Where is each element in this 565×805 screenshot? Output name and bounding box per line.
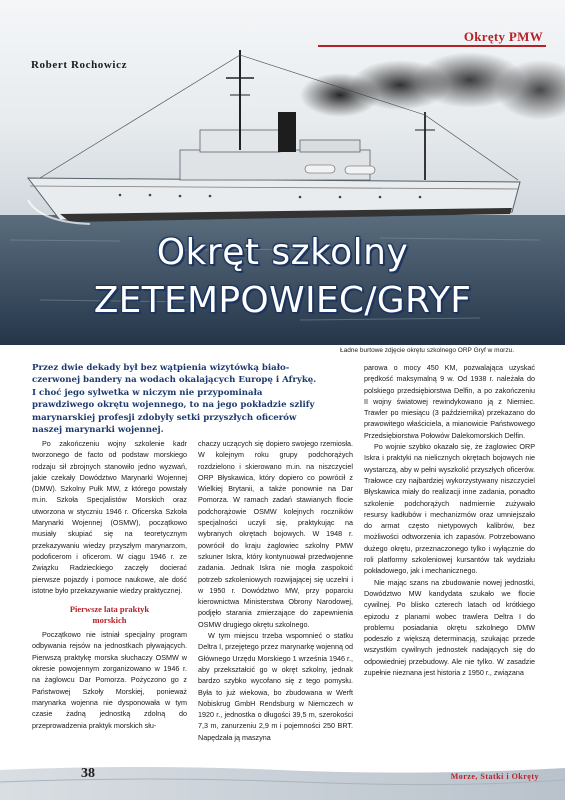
section-rule — [318, 45, 546, 47]
lead-paragraph: Przez dwie dekady był bez wątpienia wizytówką biało-czerwonej bandery na wodach okalających Europę i Afrykę. I choć jego sylwetka w niczym nie przypominała prawdziwego okrętu wojennego, to na jego pokładzie szlify marynarskiej profesji zdobyły setki przyszłych oficerów naszej marynarki wojennej. — [32, 363, 317, 436]
page-number: 38 — [81, 766, 95, 781]
body-paragraph: Nie mając szans na zbudowanie nowej jednostki, Dowództwo MW kandydata szukało we flocie cywilnej. Po blisko czterech latach od krótkiego epizodu z planami wobec trawlera Deltra I do problemu posiadania okrętu szkolnego DMW podeszło z większą determinacją, szukając przede wszystkim cywilnych jednostek nadających się do odpowiedniej przebudowy. Ale nie tylko. W zasadzie zupełnie nieznana jest historia z 1950 r., związana — [364, 577, 535, 678]
author-name: Robert Rochowicz — [31, 59, 128, 71]
magazine-name: Morze, Statki i Okręty — [450, 772, 539, 781]
text-column-2 — [198, 438, 353, 743]
body-paragraph: chaczy uczących się dopiero swojego rzemiosła. W kolejnym roku grupy podchorążych rozdzielono i skierowano m.in. na niszczyciel ORP Błyskawica, który dopiero co powrócił z Wielkiej Brytanii, a także ponownie na Dar Pomorza. W ramach zadań stawianych flocie podchorążowie OSMW kolejnych roczników specjalności uczyli się, praktykując na wybranych okrętach bojowych. W 1948 r. powrócił do kraju żaglowiec szkolny PMW szkuner Iskra, który kontynuował przedwojenne zadania. Jednak Iskra nie mogła zaspokoić potrzeb szkoleniowych rozwijającej się uczelni i w 1950 r. Dowództwo MW, przy poparciu kierownictwa Ministerstwa Obrony Narodowej, podjęło starania zmierzające do zapewnienia OSMW drugiego okrętu szkolnego. — [198, 439, 353, 629]
body-paragraph: Po zakończeniu wojny szkolenie kadr tworzonego de facto od podstaw morskiego rodzaju sił zbrojnych stanowiło jedno wyzwań, jakie czekały Dowództwo Marynarki Wojennej (DMW). Szkolny Pułk MW, z którego powstały m.in. Szkoła Specjalistów Morskich oraz utworzona w styczniu 1946 r. Oficerska Szkoła Marynarki Wojennej (OSMW), początkowo musiały skupiać się na teoretycznym przekazywaniu wiedzy przyszłym marynarzom, podoficerom i oficerom. W ciągu 1946 r. ze Związku Radzieckiego zaczęły docierać pierwsze pojazdy i pomoce naukowe, ale dość istotne było przekazywanie wiedzy praktycznej. — [32, 439, 187, 595]
article-title-line1: Okręt szkolny — [156, 232, 409, 273]
body-paragraph: Po wojnie szybko okazało się, że żaglowiec ORP Iskra i praktyki na nielicznych okrętach bojowych nie wystarczą, aby w pełni wyszkolić przyszłych oficerów. Trałowce czy najbardziej wykorzystywany niszczyciel Błyskawica miały do realizacji inne zadania, ponadto szkolenie podchorążych nadmiernie zużywało resursy kadłubów i mechanizmów oraz umniejszało do armat często nietypowych kalibrów, bez możliwości odtworzenia ich zapasów. Potrzebowano dużego okrętu, przeznaczonego tylko i wyłącznie do roli platformy szkoleniowej kursantów tak wydziału pokładowego, jak i mechanicznego. — [364, 442, 535, 576]
section-tag: Okręty PMW — [463, 29, 543, 44]
body-paragraph: Początkowo nie istniał specjalny program odbywania rejsów na jednostkach pływających. Pierwszą praktykę morska słuchaczy OSMW w okresie powojennym zorganizowano w 1946 r. na żaglowcu Dar Pomorza. Pożyczono go z Państwowej Szkoły Morskiej, ponieważ marynarka wojenna nie dysponowała w tym czasie żadną jednostką zdolną do przeprowadzenia praktyk morskich słu- — [32, 630, 187, 730]
subheading — [32, 604, 187, 626]
text-column-1 — [32, 438, 187, 731]
body-paragraph: W tym miejscu trzeba wspomnieć o statku Deltra I, przejętego przez marynarkę wojenną od Głównego Urzędu Morskiego 1 września 1946 r., aby przekształcić go w okręt szkolny, jednak bardzo szybko wycofano się z tego pomysłu. Była to już wiekowa, bo zbudowana w Werft Nobiskrug GmbH Rendsburg w Niemczech w 1920 r., jednostka o długości 39,5 m, szerokości 7,3 m, zanurzeniu 2,9 m i pojemności 250 BRT. Napędzała ją maszyna — [198, 631, 354, 742]
subheading-line: morskich — [92, 615, 127, 626]
subheading-line: Pierwsze lata praktyk — [69, 604, 150, 615]
article-title-line2: ZETEMPOWIEC/GRYF — [93, 280, 472, 321]
body-paragraph: parowa o mocy 450 KM, pozwalająca uzyskać prędkość maksymalną 9 w. Od 1938 r. należała do polskiego przedsiębiorstwa Delfin, a po zakończeniu II wojny światowej rewindykowano ją z Niemiec. Trawler po miesiącu (3 października) przekazano do prawowitego właściciela, a mianowicie Państwowego Przedsiębiorstwa Połowów Dalekomorskich Delfin. — [364, 363, 535, 440]
photo-caption: Ładne burtowe zdjęcie okrętu szkolnego ORP Gryf w morzu. — [340, 347, 515, 354]
text-column-3 — [364, 362, 535, 678]
